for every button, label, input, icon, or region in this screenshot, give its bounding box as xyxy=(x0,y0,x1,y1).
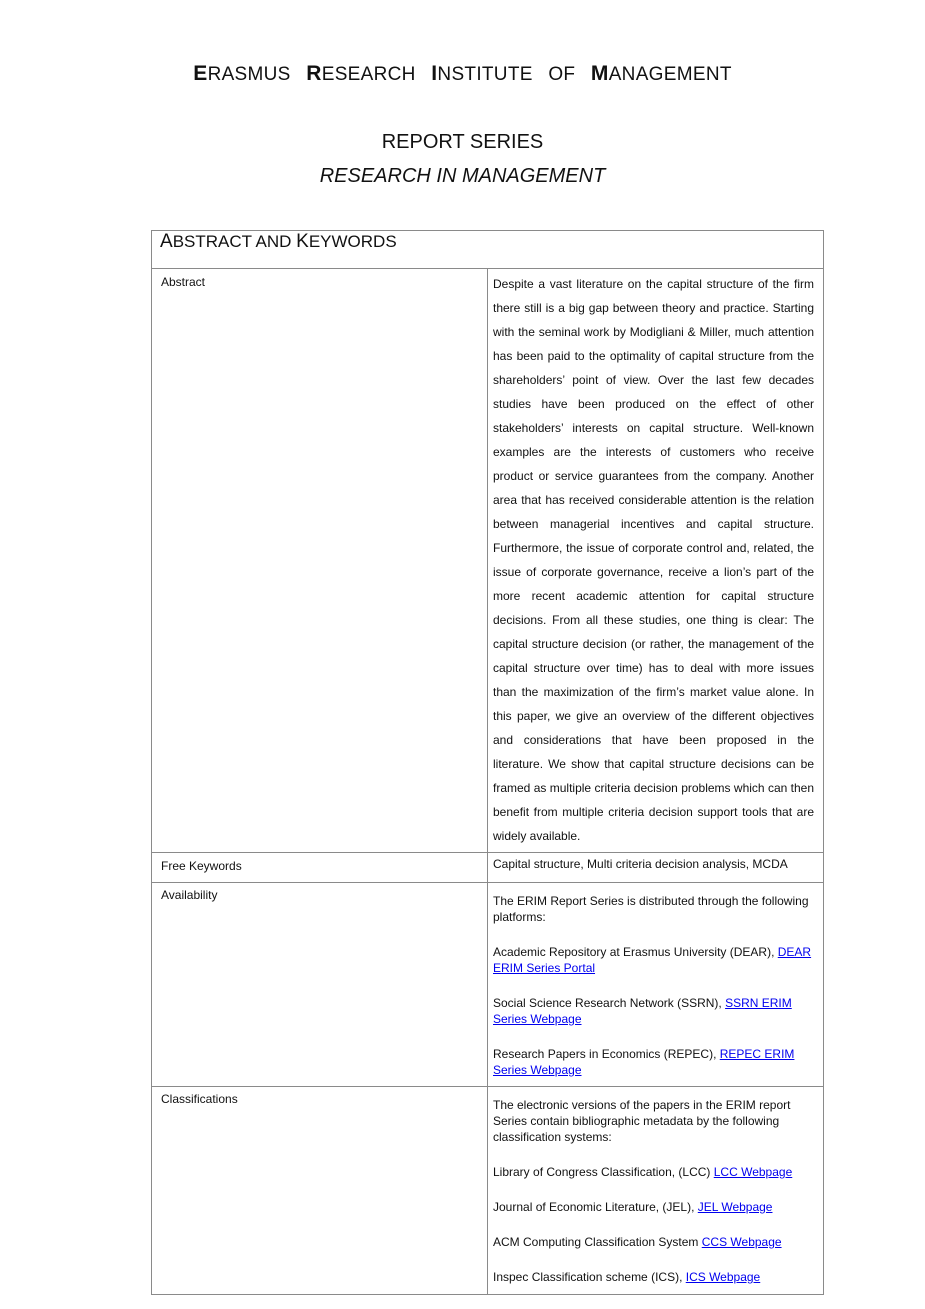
lcc-webpage-link[interactable]: LCC Webpage xyxy=(713,1165,793,1179)
classification-ics: Inspec Classification scheme (ICS), ICS Webpage xyxy=(493,1270,761,1284)
institute-name xyxy=(0,62,925,86)
keywords-row xyxy=(152,853,824,883)
keywords-text: Capital structure, Multi criteria decision analysis, MCDA xyxy=(493,857,788,871)
abstract-value xyxy=(488,269,824,853)
repec-webpage-link[interactable]: REPEC ERIM Series Webpage xyxy=(493,1047,795,1077)
ssrn-webpage-link[interactable]: SSRN ERIM Series Webpage xyxy=(493,996,792,1026)
abstract-keywords-table xyxy=(151,230,824,1295)
ccs-webpage-link[interactable]: CCS Webpage xyxy=(701,1235,782,1249)
classifications-row xyxy=(152,1087,824,1295)
abstract-text: Despite a vast literature on the capital structure of the firm there still is a big gap between theory and practice. Starting with the seminal work by Modigliani & Miller, much attention has been paid to the optimality of capital structure from the shareholders’ point of view. Over the last few decades studies have been produced on the effect of other stakeholders’ interests on capital structure. Well-known examples are the interests of customers who receive product or service guarantees from the company. Another area that has received considerable attention is the relation between managerial incentives and capital structure. Furthermore, the issue of corporate control and, related, the issue of corporate governance, receive a lion’s part of the more recent academic attention for capital structure decisions. From all these studies, one thing is clear: The capital structure decision (or rather, the management of the capital structure over time) has to deal with more issues than the maximization of the firm’s market value alone. In this paper, we give an overview of the different objectives and considerations that have been proposed in the literature. We show that capital structure decisions can be framed as multiple criteria decision problems which can then benefit from multiple criteria decision support tools that are widely available. xyxy=(493,277,814,843)
classification-ccs: ACM Computing Classification System CCS Webpage xyxy=(493,1235,782,1249)
platform-repec: Research Papers in Economics (REPEC), REPEC ERIM Series Webpage xyxy=(493,1047,795,1077)
abstract-label: Abstract xyxy=(152,269,488,853)
institute-word-of: OF xyxy=(548,64,576,85)
table-heading-row xyxy=(152,231,824,269)
platform-ssrn: Social Science Research Network (SSRN), SSRN ERIM Series Webpage xyxy=(493,996,792,1026)
jel-webpage-link[interactable]: JEL Webpage xyxy=(697,1200,773,1214)
classifications-intro: The electronic versions of the papers in the ERIM report Series contain bibliographic metadata by the following classification systems: xyxy=(493,1098,791,1144)
keywords-label: Free Keywords xyxy=(152,853,488,883)
institute-word-management: MANAGEMENT xyxy=(590,62,732,85)
institute-word-research: RESEARCH xyxy=(306,62,416,85)
classification-lcc: Library of Congress Classification, (LCC) LCC Webpage xyxy=(493,1165,793,1179)
research-in-management-subtitle: RESEARCH IN MANAGEMENT xyxy=(319,165,606,187)
classifications-label: Classifications xyxy=(152,1087,488,1295)
classifications-value xyxy=(488,1087,824,1295)
institute-word-erasmus: ERASMUS xyxy=(193,62,291,85)
ics-webpage-link[interactable]: ICS Webpage xyxy=(685,1270,761,1284)
institute-word-institute: INSTITUTE xyxy=(431,62,533,85)
abstract-row xyxy=(152,269,824,853)
availability-row xyxy=(152,883,824,1087)
dear-portal-link[interactable]: DEAR ERIM Series Portal xyxy=(493,945,812,975)
keywords-value xyxy=(488,853,824,883)
table-heading: ABSTRACT AND KEYWORDS xyxy=(152,231,824,269)
availability-label: Availability xyxy=(152,883,488,1087)
platform-dear: Academic Repository at Erasmus University (DEAR), DEAR ERIM Series Portal xyxy=(493,945,812,975)
availability-intro: The ERIM Report Series is distributed through the following platforms: xyxy=(493,894,809,924)
availability-value xyxy=(488,883,824,1087)
classification-jel: Journal of Economic Literature, (JEL), JEL Webpage xyxy=(493,1200,773,1214)
report-series-title: REPORT SERIES xyxy=(381,131,544,153)
